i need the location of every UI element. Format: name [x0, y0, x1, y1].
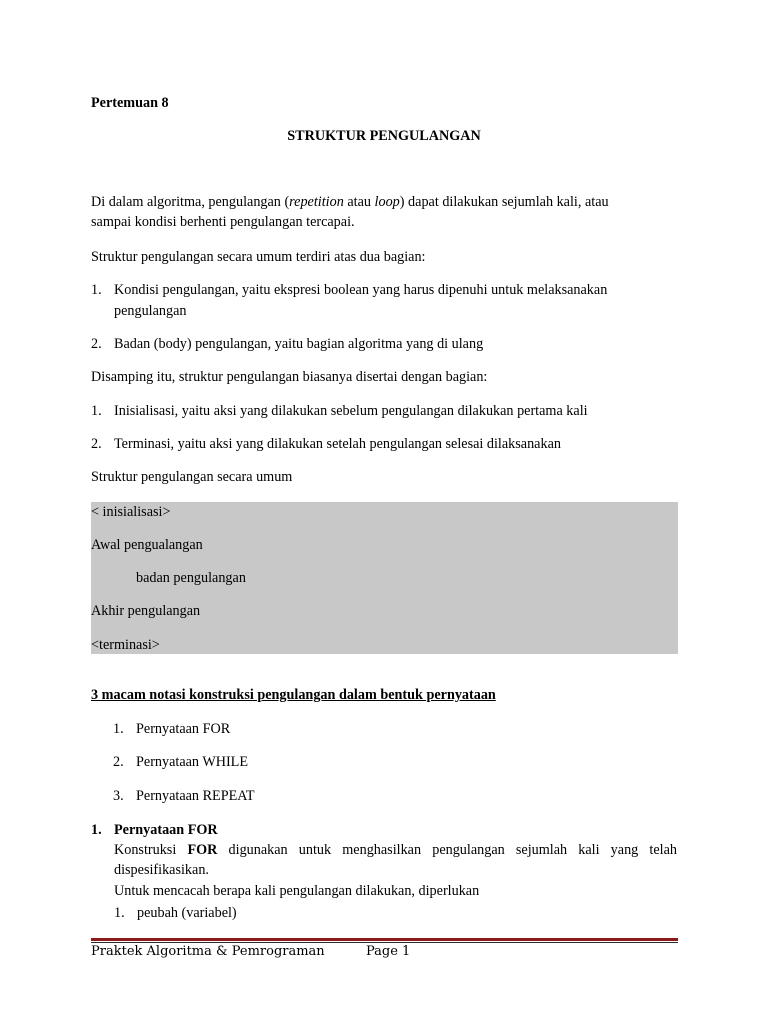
- desc-text: digunakan untuk menghasilkan pengulangan sejumlah kali yang telah: [217, 842, 677, 858]
- desc-bold-for: FOR: [187, 842, 218, 858]
- section-number: 1.: [91, 822, 102, 838]
- list-number: 1.: [113, 721, 124, 737]
- footer-rule-thin: [91, 942, 678, 943]
- intro-text: ) dapat dilakukan sejumlah kali, atau: [399, 194, 609, 210]
- intro-italic-loop: loop: [374, 194, 400, 210]
- list-text: Inisialisasi, yaitu aksi yang dilakukan sebelum pengulangan dilakukan pertama kali: [114, 403, 588, 419]
- list-number: 1.: [114, 905, 125, 921]
- general-structure-label: Struktur pengulangan secara umum: [91, 469, 293, 485]
- list-text: peubah (variabel): [137, 905, 237, 921]
- list-number: 2.: [91, 336, 102, 352]
- list-number: 1.: [91, 282, 102, 298]
- intro-text: Di dalam algoritma, pengulangan (: [91, 194, 290, 210]
- list-text: Pernyataan REPEAT: [136, 788, 255, 804]
- intro-text: atau: [343, 194, 375, 210]
- section-title: Pernyataan FOR: [114, 822, 218, 838]
- list-item-termination: [91, 435, 561, 453]
- list-item-body: [91, 335, 483, 353]
- notation-item-while: [113, 753, 248, 771]
- desc-text: Konstruksi: [114, 842, 188, 858]
- section-for-need: Untuk mencacah berapa kali pengulangan dilakukan, diperlukan: [114, 883, 480, 899]
- intro-paragraph-line1: [91, 193, 609, 211]
- list-item-condition: [91, 281, 607, 299]
- intro-italic-repetition: repetition: [289, 194, 344, 210]
- code-init: < inisialisasi>: [91, 504, 171, 520]
- besides-paragraph: Disamping itu, struktur pengulangan biasanya disertai dengan bagian:: [91, 369, 488, 385]
- notation-item-for: [113, 720, 230, 738]
- section-for-desc-line2: dispesifikasikan.: [114, 862, 209, 878]
- footer-course: Praktek Algoritma & Pemrograman: [91, 944, 325, 959]
- code-body: badan pengulangan: [136, 570, 246, 586]
- list-text: Terminasi, yaitu aksi yang dilakukan setelah pengulangan selesai dilaksanakan: [114, 436, 561, 452]
- notation-item-repeat: [113, 787, 255, 805]
- code-term: <terminasi>: [91, 637, 160, 653]
- list-number: 1.: [91, 403, 102, 419]
- list-item-condition-cont: pengulangan: [114, 303, 187, 319]
- notation-heading: 3 macam notasi konstruksi pengulangan dalam bentuk pernyataan: [91, 687, 496, 703]
- list-text: Pernyataan WHILE: [136, 754, 249, 770]
- footer-rule: [91, 938, 678, 941]
- list-item-initialization: [91, 402, 588, 420]
- list-number: 3.: [113, 788, 124, 804]
- intro-paragraph-line2: sampai kondisi berhenti pengulangan tercapai.: [91, 214, 355, 230]
- page-title: STRUKTUR PENGULANGAN: [287, 128, 481, 144]
- section-for-heading: [91, 821, 218, 839]
- list-number: 2.: [113, 754, 124, 770]
- list-text: Pernyataan FOR: [136, 721, 231, 737]
- list-text: Badan (body) pengulangan, yaitu bagian algoritma yang di ulang: [114, 336, 484, 352]
- list-number: 2.: [91, 436, 102, 452]
- footer-page-number: Page 1: [366, 944, 411, 959]
- section-for-item-variable: [114, 904, 237, 922]
- list-text: Kondisi pengulangan, yaitu ekspresi boolean yang harus dipenuhi untuk melaksanakan: [114, 282, 608, 298]
- code-start: Awal pengualangan: [91, 537, 203, 553]
- parts-intro: Struktur pengulangan secara umum terdiri atas dua bagian:: [91, 249, 426, 265]
- code-end: Akhir pengulangan: [91, 603, 201, 619]
- meeting-label: Pertemuan 8: [91, 95, 169, 111]
- section-for-desc-line1: [114, 841, 677, 859]
